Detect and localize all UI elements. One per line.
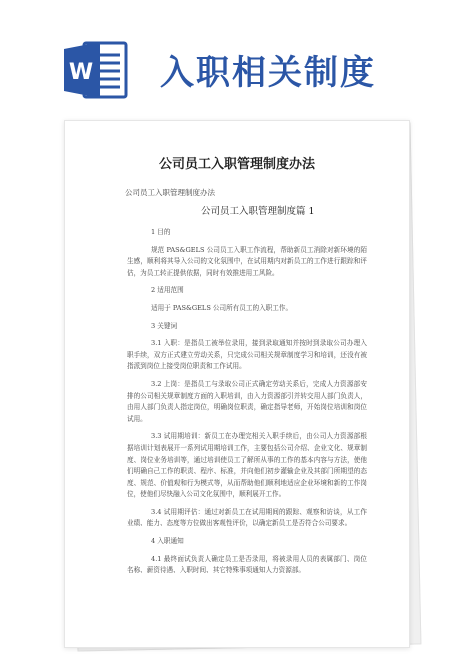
section-paragraph: 规范 PAS&GELS 公司员工入职工作流程，帮助新员工消除对新环境的陌生感，顺利将其导入公司的文化氛围中，在试用期内对新员工的工作进行跟踪和评估，为员工转正提供依据，同时有效推进用工风险。: [127, 245, 367, 277]
document-page: [64, 120, 410, 648]
section-paragraph: 3.3 试用期培训：新员工在办理完相关入职手续后，由公司人力资源部根据培训计划表展开一系列试用期培训工作，主要包括公司介绍、企业文化、规章制度、岗位业务培训等，通过培训使员工了解所从事的工作的基本内容与方法，使他们明确自己工作的职责、程序、标准，并向他们初步灌输企业及其部门所期望的态度、规范、价值观和行为模式等，从而帮助他们顺利地适应企业环境和新的工作岗位，使他们尽快融入公司文化氛围中，顺利展开工作。: [127, 432, 367, 499]
section-heading: 3 关键词: [151, 321, 178, 330]
document-crumb: 公司员工入职管理制度办法: [125, 188, 215, 197]
page-header: [0, 0, 474, 120]
page-title: 入职相关制度: [160, 53, 376, 93]
document-body: [127, 227, 367, 583]
section-heading: 4 入职通知: [151, 537, 184, 546]
section-paragraph: 4.1 最终面试负责人确定员工是否录用，将被录用人员的表属部门、岗位名称、薪资待遇、入职时间、其它特殊事项通知人力资源部。: [127, 554, 367, 575]
document-subtitle: 公司员工入职管理制度篇 1: [201, 206, 315, 217]
section-paragraph: 适用于 PAS&GELS 公司所有员工的入职工作。: [151, 303, 293, 312]
word-document-icon: [62, 37, 128, 103]
logo-letter: W: [68, 60, 94, 85]
section-paragraph: 3.2 上岗：是指员工与录取公司正式确定劳动关系后，完成人力资源部安排的公司相关规章制度方面的入职培训，由入力资源部引并转交用人部门负责人，由用人部门负责人指定岗位，明确岗位职责，确定指导老师，开始岗位培训和岗位试用。: [127, 379, 367, 423]
section-heading: 2 适用范围: [151, 286, 184, 295]
section-heading: 1 目的: [151, 228, 171, 236]
section-paragraph: 3.1 入职：是指员工被举位录用，接到录取通知并按时到录取公司办理入职手续，双方正式建立劳动关系，只完成公司相关规章制度学习和培训，还没有被指派到岗位上接受岗位职责和工作试用。: [127, 339, 367, 371]
section-paragraph: 3.4 试用期评估：通过对新员工在试用期间的跟踪、观察和访谈，从工作业绩、能力、态度等方位做出客观性评价，以确定新员工是否符合公司要求。: [127, 507, 367, 528]
document-title: 公司员工入职管理制度办法: [158, 157, 315, 172]
